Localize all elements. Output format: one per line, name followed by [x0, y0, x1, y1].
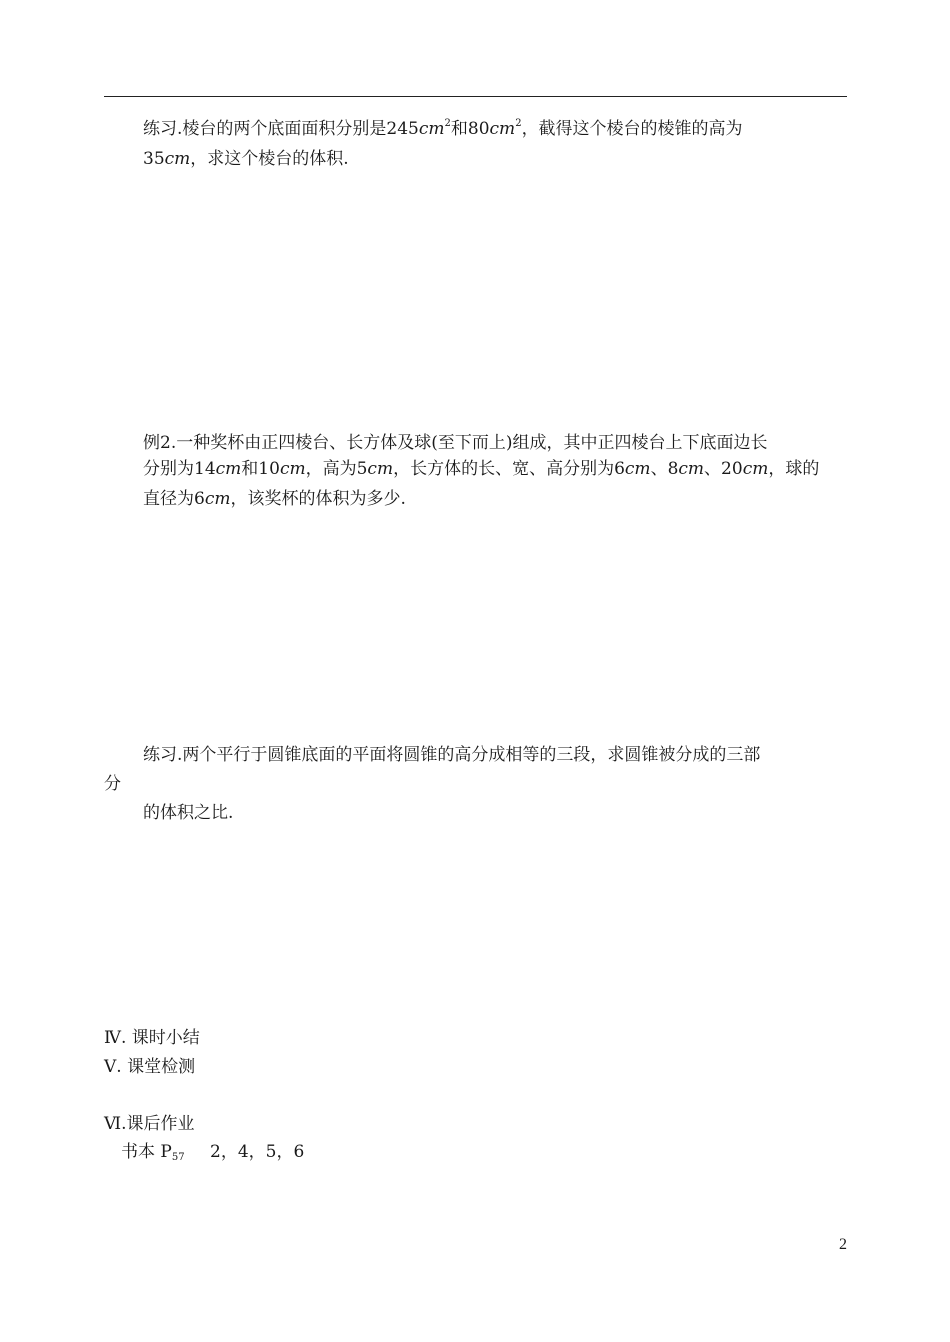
- exercise-3-line-2: 分: [104, 774, 121, 794]
- exercise-3-line-3: 的体积之比.: [143, 803, 234, 823]
- header-rule: [104, 96, 847, 97]
- exercise-3-line-1: 练习.两个平行于圆锥底面的平面将圆锥的高分成相等的三段，求圆锥被分成的三部: [143, 745, 761, 765]
- example-2-line-1: 例2.一种奖杯由正四棱台、长方体及球(至下而上)组成，其中正四棱台上下底面边长: [143, 433, 768, 453]
- exercise-1-line-1: 练习.棱台的两个底面面积分别是$245cm^2$和$80cm^2$，截得这个棱台的棱锥的高为: [143, 118, 743, 139]
- section-homework: Ⅵ.课后作业: [104, 1114, 195, 1134]
- homework-page: $P_{57}$: [160, 1142, 185, 1163]
- section-classroom-test: Ⅴ. 课堂检测: [104, 1057, 196, 1077]
- page-number: 2: [839, 1236, 847, 1253]
- homework-line: 书本 $P_{57}$ 2，4，5，6: [121, 1142, 305, 1163]
- example-2-line-3: 直径为6cm，该奖杯的体积为多少.: [143, 489, 406, 509]
- section-summary: Ⅳ. 课时小结: [104, 1028, 200, 1048]
- example-2-line-2: 分别为14cm和10cm，高为5cm，长方体的长、宽、高分别为6cm、8cm、20cm，球的: [143, 459, 820, 479]
- exercise-1-line-2: 35cm，求这个棱台的体积.: [143, 149, 349, 169]
